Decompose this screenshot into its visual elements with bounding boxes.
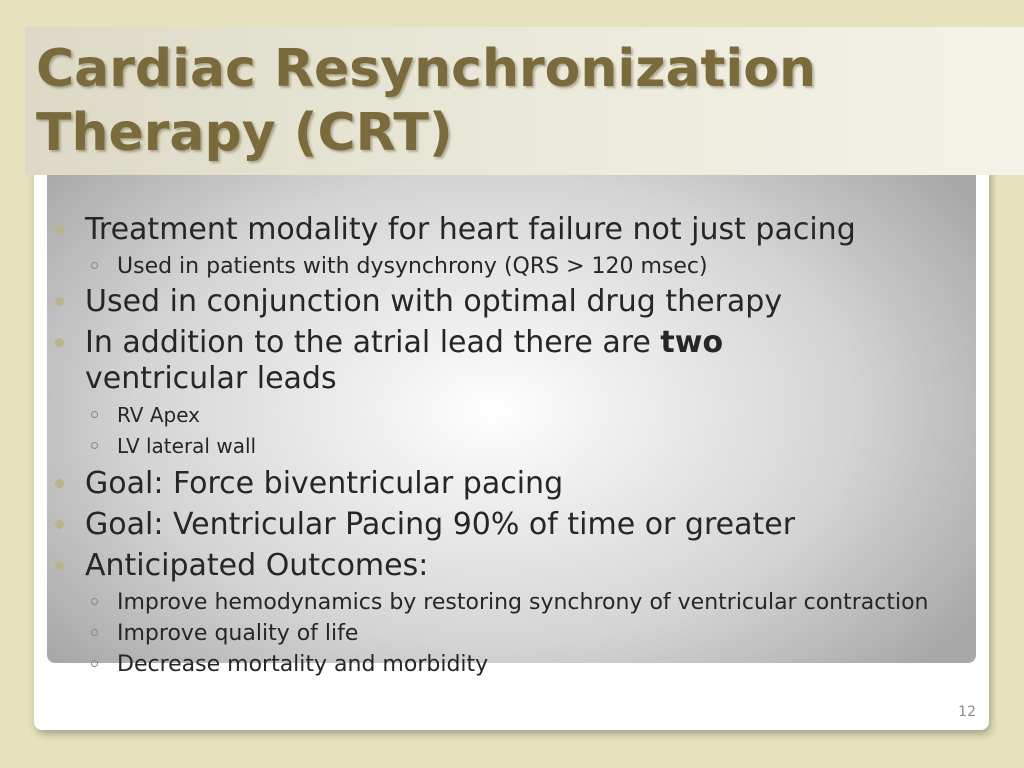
bullet-dot-icon <box>55 225 64 234</box>
bullet-dot-icon <box>55 520 64 529</box>
title-line-1: Cardiac Resynchronization <box>36 39 816 99</box>
bullet-dot-icon <box>55 561 64 570</box>
bullet-item <box>55 325 980 397</box>
bullet-item <box>55 284 980 320</box>
sub-bullet-text: Decrease mortality and morbidity <box>117 652 489 677</box>
bullet-item <box>55 548 980 584</box>
bullet-text: Goal: Ventricular Pacing 90% of time or greater <box>85 507 796 542</box>
sub-bullet-circle-icon <box>91 442 98 449</box>
sub-bullet-text: Used in patients with dysynchrony (QRS > 120 msec) <box>117 254 708 279</box>
sub-bullet-item <box>55 620 980 647</box>
bullet-text: Anticipated Outcomes: <box>85 548 429 583</box>
sub-bullet-text: LV lateral wall <box>117 434 257 458</box>
sub-bullet-circle-icon <box>91 629 98 636</box>
bullet-text-bold: two <box>660 325 724 360</box>
bullet-dot-icon <box>55 338 64 347</box>
sub-bullet-text: Improve quality of life <box>117 621 359 646</box>
sub-bullet-circle-icon <box>91 262 98 269</box>
sub-bullet-item <box>55 589 980 616</box>
bullet-text-end: ventricular leads <box>85 361 337 396</box>
slide-title <box>36 37 1016 165</box>
sub-bullet-item <box>55 651 980 678</box>
bullet-list <box>55 212 980 682</box>
bullet-dot-icon <box>55 479 64 488</box>
bullet-dot-icon <box>55 297 64 306</box>
title-line-2: Therapy (CRT) <box>36 103 453 163</box>
sub-bullet-item <box>55 433 980 460</box>
sub-bullet-circle-icon <box>91 411 98 418</box>
sub-bullet-item <box>55 253 980 280</box>
bullet-item <box>55 466 980 502</box>
bullet-text: Goal: Force biventricular pacing <box>85 466 564 501</box>
sub-bullet-circle-icon <box>91 660 98 667</box>
bullet-text-start: In addition to the atrial lead there are <box>85 325 661 360</box>
sub-bullet-text: RV Apex <box>117 403 201 427</box>
bullet-text: Treatment modality for heart failure not just pacing <box>85 212 856 247</box>
page-number: 12 <box>958 704 976 720</box>
sub-bullet-circle-icon <box>91 598 98 605</box>
sub-bullet-text: Improve hemodynamics by restoring synchrony of ventricular contraction <box>117 590 929 615</box>
sub-bullet-item <box>55 402 980 429</box>
bullet-text: Used in conjunction with optimal drug therapy <box>85 284 783 319</box>
bullet-item <box>55 507 980 543</box>
bullet-item <box>55 212 980 248</box>
